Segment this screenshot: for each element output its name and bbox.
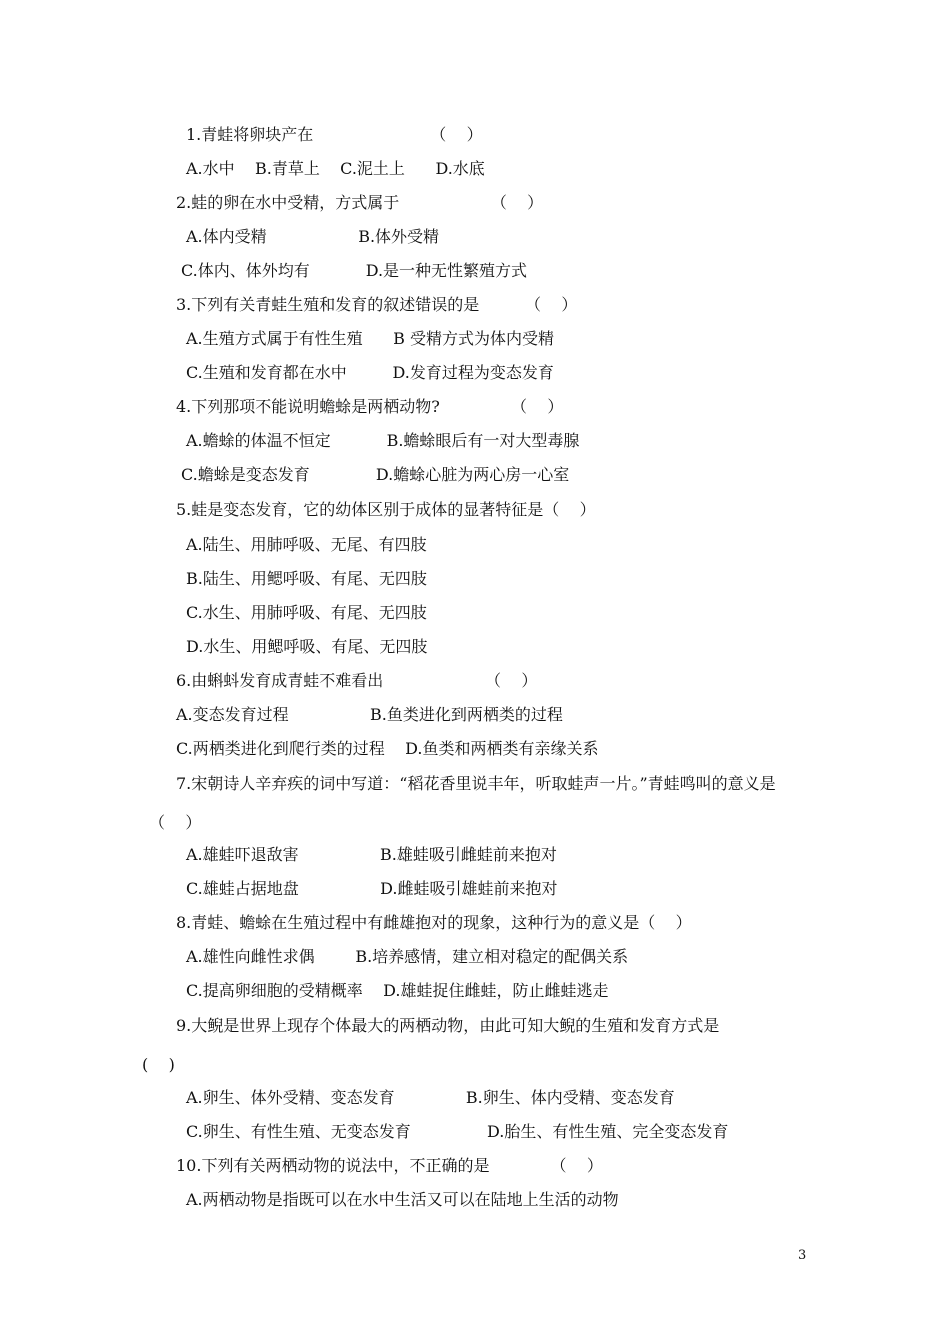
line-18: A.变态发育过程 B.鱼类进化到两栖类的过程 [176, 705, 563, 724]
line-5: C.体内、体外均有 D.是一种无性繁殖方式 [181, 261, 528, 280]
line-15: C.水生、用肺呼吸、有尾、无四肢 [186, 603, 427, 622]
page-number: 3 [798, 1248, 807, 1263]
line-22: A.雄蛙吓退敌害 B.雄蛙吸引雌蛙前来抱对 [186, 845, 557, 864]
line-29: A.卵生、体外受精、变态发育 B.卵生、体内受精、变态发育 [186, 1088, 675, 1107]
line-8: C.生殖和发育都在水中 D.发育过程为变态发育 [186, 363, 554, 382]
line-26: C.提高卵细胞的受精概率 D.雄蛙捉住雌蛙，防止雌蛙逃走 [186, 981, 609, 1000]
line-3: 2.蛙的卵在水中受精，方式属于 （ ） [176, 193, 544, 212]
line-4: A.体内受精 B.体外受精 [186, 227, 440, 246]
line-17: 6.由蝌蚪发育成青蛙不难看出 （ ） [176, 671, 538, 690]
line-28: ( ) [142, 1055, 175, 1074]
line-24: 8.青蛙、蟾蜍在生殖过程中有雌雄抱对的现象，这种行为的意义是（ ） [176, 913, 692, 932]
line-32: A.两栖动物是指既可以在水中生活又可以在陆地上生活的动物 [186, 1190, 619, 1209]
line-20: 7.宋朝诗人辛弃疾的词中写道：“稻花香里说丰年，听取蛙声一片。”青蛙鸣叫的意义是 [176, 774, 776, 793]
line-19: C.两栖类进化到爬行类的过程 D.鱼类和两栖类有亲缘关系 [176, 739, 599, 758]
line-1: 1.青蛙将卵块产在 （ ） [186, 125, 483, 144]
line-9: 4.下列那项不能说明蟾蜍是两栖动物? （ ） [176, 397, 564, 416]
line-16: D.水生、用鳃呼吸、有尾、无四肢 [186, 637, 428, 656]
line-30: C.卵生、有性生殖、无变态发育 D.胎生、有性生殖、完全变态发育 [186, 1122, 729, 1141]
line-12: 5.蛙是变态发育，它的幼体区别于成体的显著特征是（ ） [176, 500, 596, 519]
line-14: B.陆生、用鳃呼吸、有尾、无四肢 [186, 569, 427, 588]
line-6: 3.下列有关青蛙生殖和发育的叙述错误的是 （ ） [176, 295, 578, 314]
line-2: A.水中 B.青草上 C.泥土上 D.水底 [186, 159, 485, 178]
line-10: A.蟾蜍的体温不恒定 B.蟾蜍眼后有一对大型毒腺 [186, 431, 580, 450]
line-27: 9.大鲵是世界上现存个体最大的两栖动物，由此可知大鲵的生殖和发育方式是 [176, 1016, 720, 1035]
line-11: C.蟾蜍是变态发育 D.蟾蜍心脏为两心房一心室 [181, 465, 570, 484]
line-31: 10.下列有关两栖动物的说法中，不正确的是 （ ） [176, 1156, 603, 1175]
line-7: A.生殖方式属于有性生殖 B 受精方式为体内受精 [186, 329, 555, 348]
line-21: （ ） [149, 813, 202, 832]
line-13: A.陆生、用肺呼吸、无尾、有四肢 [186, 535, 427, 554]
line-25: A.雄性向雌性求偶 B.培养感情，建立相对稳定的配偶关系 [186, 947, 629, 966]
line-23: C.雄蛙占据地盘 D.雌蛙吸引雄蛙前来抱对 [186, 879, 558, 898]
